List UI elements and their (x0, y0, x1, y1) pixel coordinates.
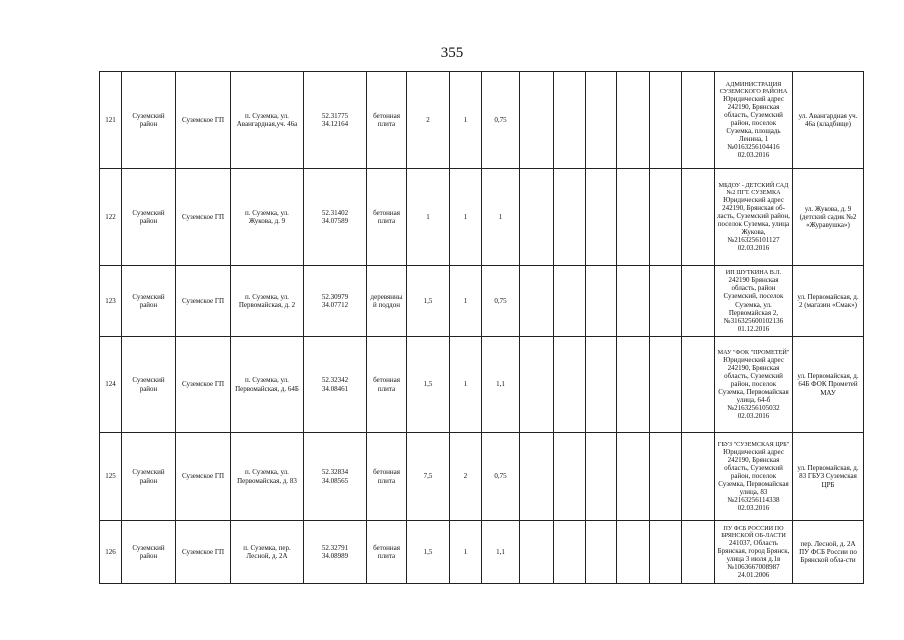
address-cell: п. Суземка, ул. Жукова, д. 9 (231, 169, 304, 266)
container-volume-cell: 0,75 (482, 266, 520, 337)
owner-cell (715, 72, 793, 169)
latitude-value: 52.32342 (321, 376, 349, 385)
empty-cell (617, 337, 650, 433)
owner-cell (715, 337, 793, 433)
container-count-cell: 1 (450, 266, 482, 337)
row-number: 123 (100, 266, 122, 337)
empty-cell (650, 266, 682, 337)
empty-cell (586, 169, 617, 266)
empty-cell (554, 72, 586, 169)
latitude-value: 52.30979 (321, 292, 349, 301)
latitude-value: 52.31775 (321, 111, 349, 120)
row-number: 124 (100, 337, 122, 433)
area-cell: 7,5 (407, 433, 450, 521)
settlement-cell: Суземское ГП (176, 169, 231, 266)
owner-name: АДМИНИСТРАЦИЯ СУЗЕМСКОГО РАЙОНА (719, 80, 788, 95)
row-number: 125 (100, 433, 122, 521)
empty-cell (554, 521, 586, 584)
page-number: 355 (440, 45, 464, 61)
waste-source-cell: ул. Первомайская, д. 2 (магазин «Смак») (793, 266, 864, 337)
empty-cell (682, 266, 715, 337)
container-count-cell: 2 (450, 433, 482, 521)
surface-material-cell: бетонная плита (367, 72, 407, 169)
container-volume-cell: 1,1 (482, 337, 520, 433)
settlement-cell: Суземское ГП (176, 433, 231, 521)
waste-source-cell: ул. Жукова, д. 9 (детский садик №2 «Журавушка») (793, 169, 864, 266)
empty-cell (650, 169, 682, 266)
waste-source-cell: ул. Авангардная уч. 46а (кладбище) (793, 72, 864, 169)
owner-details: Юридический адрес 242190, Брянская область, Суземский район, поселок Суземка, площадь Ленина, 1 №0163256104416 02.03.2016 (723, 94, 784, 160)
surface-material-cell: деревянный поддон (367, 266, 407, 337)
container-count-cell: 1 (450, 521, 482, 584)
empty-cell (617, 169, 650, 266)
longitude-value: 34.08461 (321, 384, 349, 393)
district-cell: Суземский район (122, 72, 176, 169)
district-cell: Суземский район (122, 169, 176, 266)
owner-name: ГБУЗ "СУЗЕМСКАЯ ЦРБ" (717, 440, 790, 448)
surface-material-cell: бетонная плита (367, 337, 407, 433)
settlement-cell: Суземское ГП (176, 72, 231, 169)
container-volume-cell: 0,75 (482, 433, 520, 521)
longitude-value: 34.07589 (321, 217, 349, 225)
empty-cell (554, 169, 586, 266)
settlement-cell: Суземское ГП (176, 266, 231, 337)
row-number: 126 (100, 521, 122, 584)
owner-details: 242190 Брянская область, район Суземский, поселок Суземка, ул. Первомайская 2, №316325600102136 01.12.2016 (723, 276, 784, 333)
waste-source-cell: ул. Первомайская, д. 83 ГБУЗ Суземская ЦРБ (793, 433, 864, 521)
owner-name: ИП ШУТКИНА В.Л. (725, 269, 782, 277)
empty-cell (617, 72, 650, 169)
row-number: 121 (100, 72, 122, 169)
owner-details: Юридический адрес 242190, Брянская область, Суземский район, поселок Суземка, Первомайская улица, 83 №2163256114338 02.03.2016 (718, 447, 789, 513)
coordinates-cell (304, 433, 367, 521)
owner-name: МБДОУ - ДЕТСКИЙ САД №2 ПГТ. СУЗЕМКА (718, 181, 789, 196)
area-cell: 2 (407, 72, 450, 169)
address-cell: п. Суземка, ул. Первомайская, д. 2 (231, 266, 304, 337)
table-row (100, 521, 864, 584)
district-cell: Суземский район (122, 337, 176, 433)
area-cell: 1,5 (407, 266, 450, 337)
empty-cell (554, 337, 586, 433)
coordinates-cell (304, 72, 367, 169)
empty-cell (650, 521, 682, 584)
settlement-cell: Суземское ГП (176, 521, 231, 584)
empty-cell (520, 521, 554, 584)
container-count-cell: 1 (450, 337, 482, 433)
address-cell: п. Суземка, ул. Авангардная,уч. 46а (231, 72, 304, 169)
empty-cell (617, 521, 650, 584)
empty-cell (586, 266, 617, 337)
address-cell: п. Суземка, пер. Лесной, д. 2А (231, 521, 304, 584)
owner-cell (715, 521, 793, 584)
area-cell: 1,5 (407, 521, 450, 584)
coordinates-cell (304, 521, 367, 584)
empty-cell (617, 266, 650, 337)
surface-material-cell: бетонная плита (367, 433, 407, 521)
container-count-cell: 1 (450, 72, 482, 169)
container-volume-cell: 1 (482, 169, 520, 266)
settlement-cell: Суземское ГП (176, 337, 231, 433)
empty-cell (682, 521, 715, 584)
waste-source-cell: пер. Лесной, д. 2А ПУ ФСБ России по Брянской обла-сти (793, 521, 864, 584)
empty-cell (682, 72, 715, 169)
container-count-cell: 1 (450, 169, 482, 266)
coordinates-cell (304, 266, 367, 337)
waste-source-cell: ул. Первомайская, д. 64Б ФОК Прометей МАУ (793, 337, 864, 433)
table-row (100, 72, 864, 169)
empty-cell (520, 169, 554, 266)
latitude-value: 52.32791 (321, 543, 349, 552)
owner-details: Юридический адрес 242190, Брянская об-ласть, Суземский район, поселок Суземка, улица Жукова, №2163256101127 02.03.2016 (717, 195, 790, 253)
empty-cell (586, 72, 617, 169)
empty-cell (682, 169, 715, 266)
empty-cell (586, 521, 617, 584)
address-cell: п. Суземка, ул. Первомайская, д. 64Б (231, 337, 304, 433)
owner-cell (715, 433, 793, 521)
empty-cell (617, 433, 650, 521)
empty-cell (650, 72, 682, 169)
empty-cell (520, 433, 554, 521)
container-volume-cell: 0,75 (482, 72, 520, 169)
district-cell: Суземский район (122, 266, 176, 337)
area-cell: 1 (407, 169, 450, 266)
table-row (100, 433, 864, 521)
table-row (100, 266, 864, 337)
empty-cell (520, 266, 554, 337)
latitude-value: 52.31402 (321, 208, 349, 217)
longitude-value: 34.07712 (321, 301, 349, 309)
longitude-value: 34.08989 (321, 552, 349, 560)
district-cell: Суземский район (122, 521, 176, 584)
surface-material-cell: бетонная плита (367, 169, 407, 266)
row-number: 122 (100, 169, 122, 266)
owner-details: 241037, Область Брянская, город Брянск, улица 3 июля д.1в №1063667008987 24.01.2006 (717, 539, 790, 580)
empty-cell (682, 433, 715, 521)
address-cell: п. Суземка, ул. Первомайская, д. 83 (231, 433, 304, 521)
owner-details: Юридический адрес 242190, Брянская область, Суземский район, поселок Суземка, Первомайская улица, 64-б №2163256105032 02.03.2016 (718, 355, 789, 421)
container-volume-cell: 1,1 (482, 521, 520, 584)
longitude-value: 34.08565 (321, 476, 349, 485)
empty-cell (586, 337, 617, 433)
latitude-value: 52.32834 (321, 468, 349, 477)
area-cell: 1,5 (407, 337, 450, 433)
empty-cell (520, 337, 554, 433)
empty-cell (650, 337, 682, 433)
owner-name: МАУ "ФОК "ПРОМЕТЕЙ" (717, 348, 790, 356)
surface-material-cell: бетонная плита (367, 521, 407, 584)
owner-cell (715, 266, 793, 337)
coordinates-cell (304, 169, 367, 266)
coordinates-cell (304, 337, 367, 433)
empty-cell (520, 72, 554, 169)
empty-cell (554, 266, 586, 337)
owner-cell (715, 169, 793, 266)
longitude-value: 34.12164 (321, 120, 349, 128)
table-row (100, 337, 864, 433)
empty-cell (554, 433, 586, 521)
table-row (100, 169, 864, 266)
district-cell: Суземский район (122, 433, 176, 521)
empty-cell (650, 433, 682, 521)
register-table (99, 71, 864, 584)
empty-cell (682, 337, 715, 433)
empty-cell (586, 433, 617, 521)
owner-name: ПУ ФСБ РОССИИ ПО БРЯНСКОЙ ОБ-ЛАСТИ (721, 524, 786, 539)
